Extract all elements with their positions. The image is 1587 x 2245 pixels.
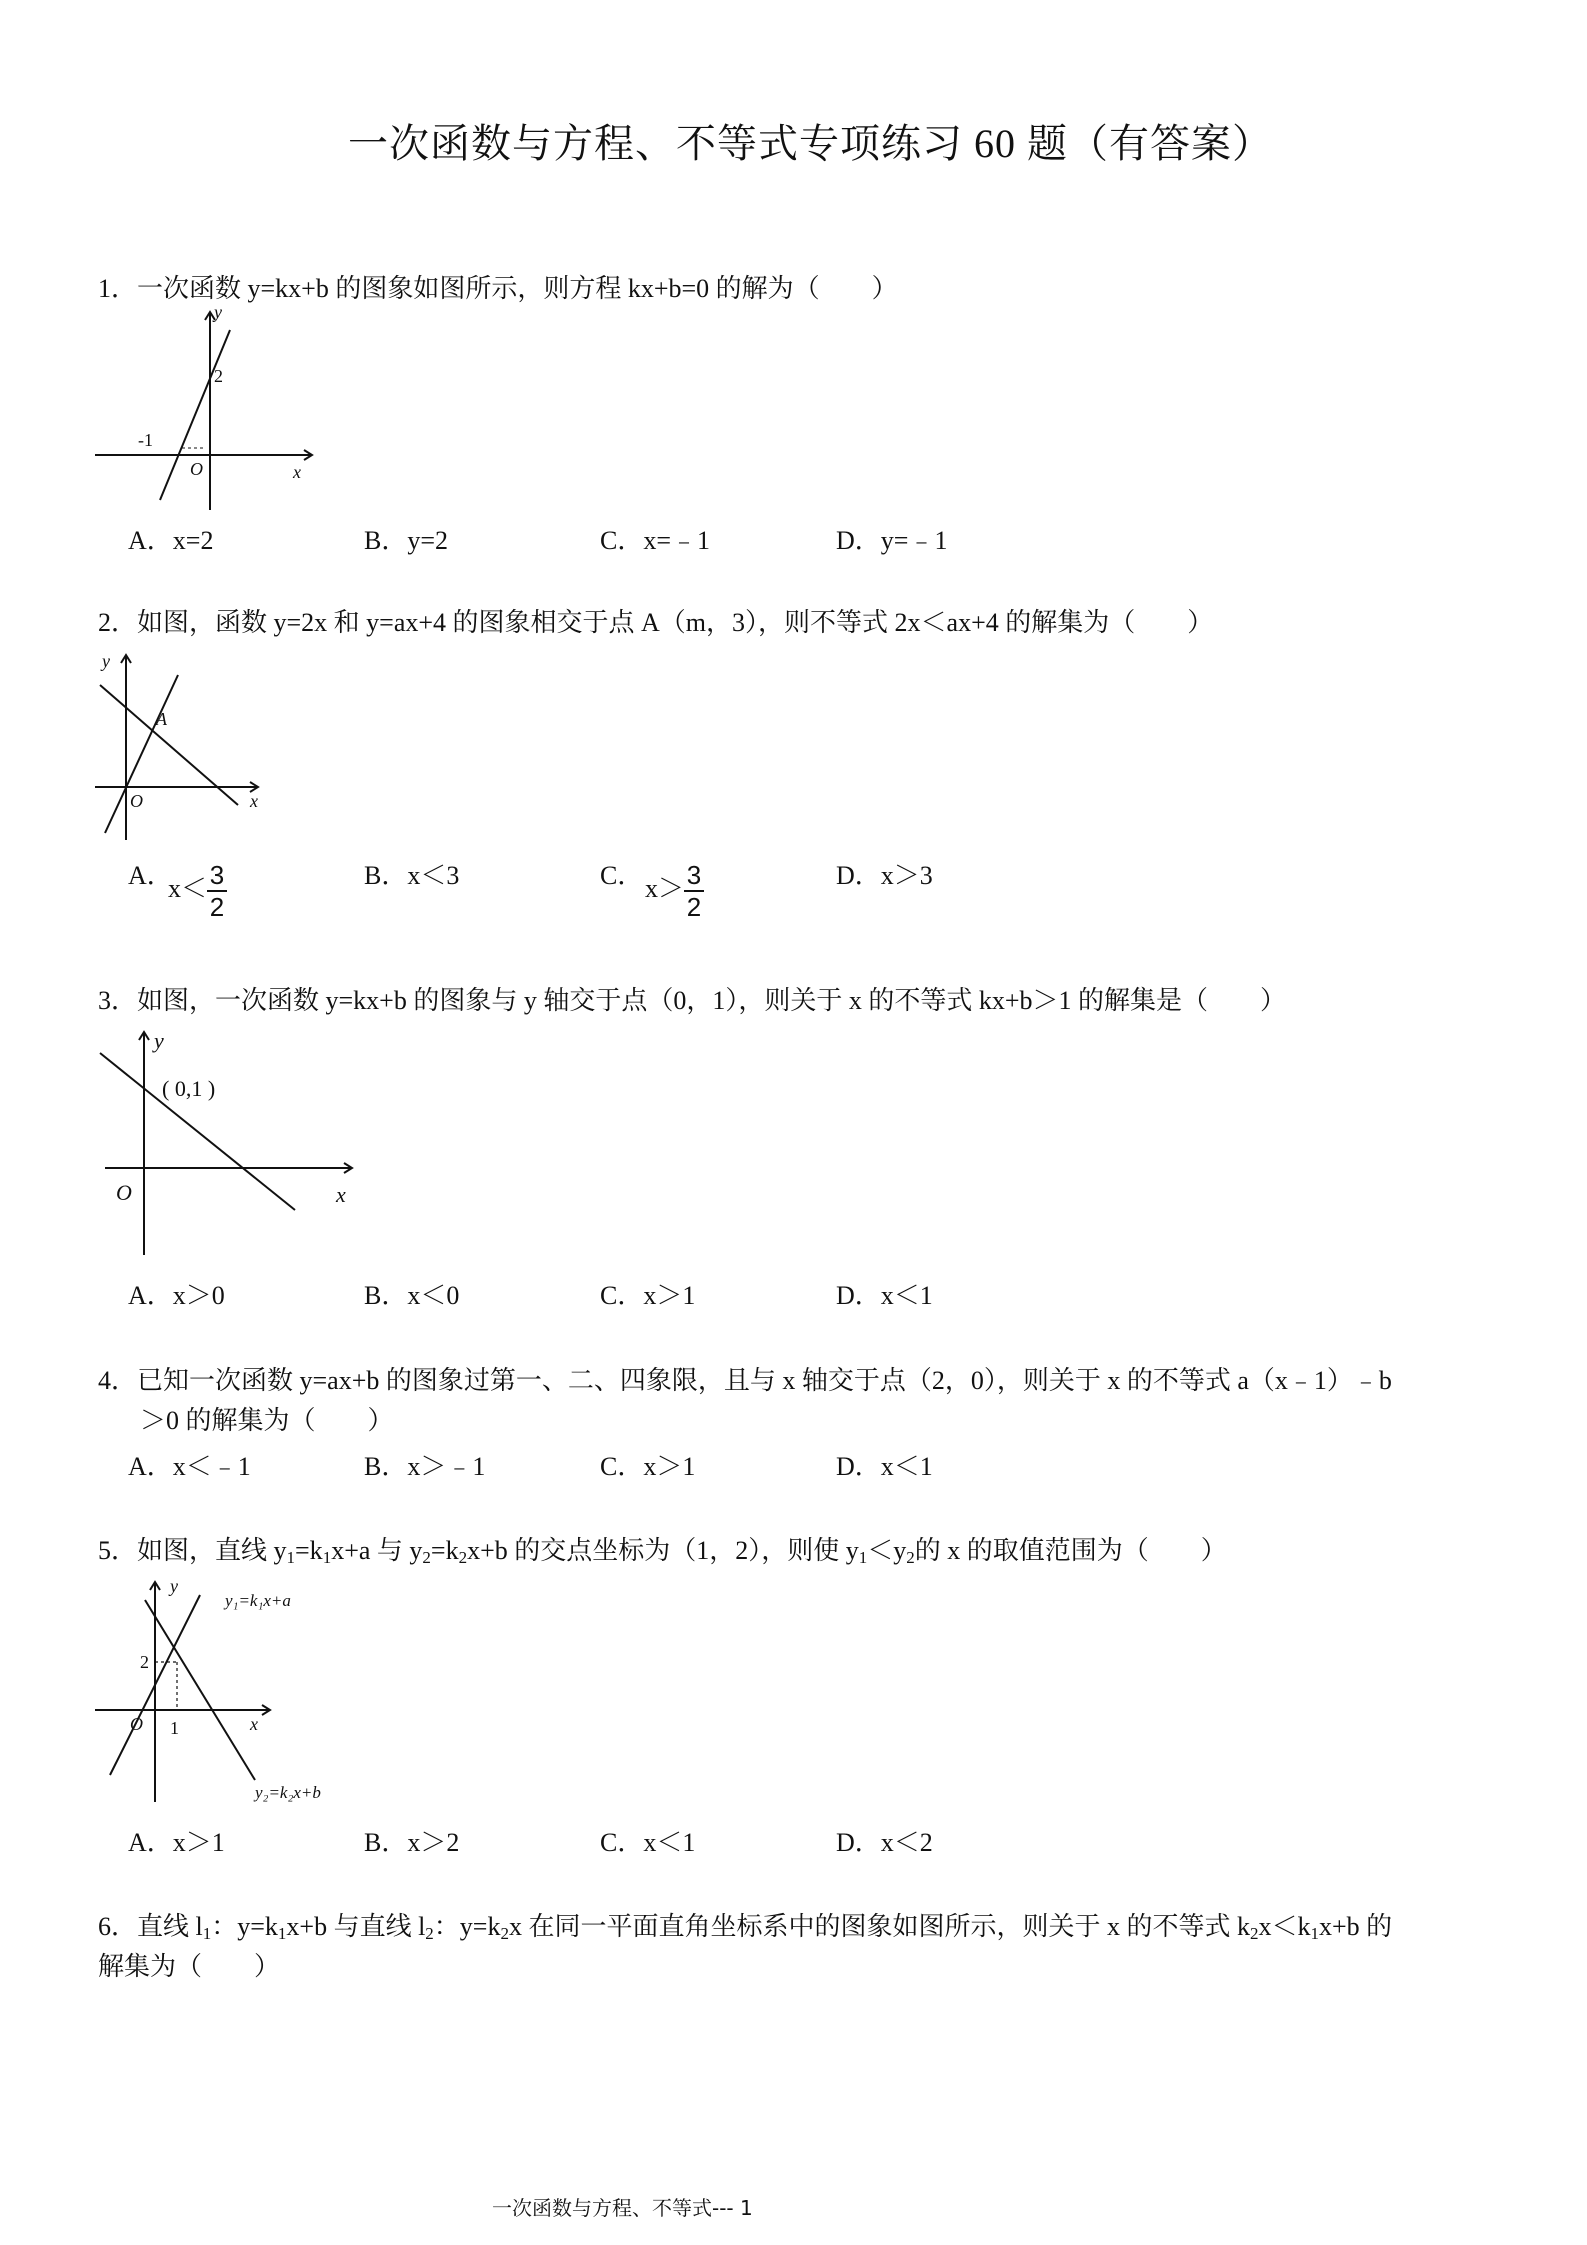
subscript: 1 xyxy=(322,1548,332,1567)
text-part: x+b 与直线 l xyxy=(286,1912,426,1941)
question-5-text xyxy=(98,1530,1227,1568)
denominator: 2 xyxy=(686,892,702,922)
q1-option-a: A．x=2 xyxy=(128,526,214,555)
y-axis-label: y xyxy=(154,1028,164,1053)
text-part: ＜y xyxy=(867,1536,907,1565)
y-intercept-label: 2 xyxy=(214,366,223,386)
x-axis-label: x xyxy=(250,1714,258,1734)
text-part: =k xyxy=(295,1536,323,1565)
y-axis-label: y xyxy=(170,1576,178,1596)
point-label: ( 0,1 ) xyxy=(162,1076,216,1101)
question-3-graph xyxy=(90,1020,370,1260)
fraction-three-halves xyxy=(207,862,227,920)
text-part: x+a 与 y xyxy=(331,1536,423,1565)
text-part: 5．如图，直线 y xyxy=(98,1536,287,1565)
y-axis-label: y xyxy=(102,651,110,671)
x-axis-label: x xyxy=(293,462,301,482)
q2-option-a-prefix: x＜ xyxy=(168,873,208,903)
q2-option-a-label: A． xyxy=(128,861,173,890)
subscript: 1 xyxy=(202,1924,212,1943)
line-y2 xyxy=(145,1600,255,1780)
q5-option-b: B．x＞2 xyxy=(364,1828,460,1857)
q3-option-b: B．x＜0 xyxy=(364,1281,460,1310)
q3-option-c: C．x＞1 xyxy=(600,1281,696,1310)
origin-label: O xyxy=(130,791,143,811)
question-3-text: 3．如图，一次函数 y=kx+b 的图象与 y 轴交于点（0，1），则关于 x 的不等式 kx+b＞1 的解集是（ ） xyxy=(98,986,1286,1015)
q3-option-d: D．x＜1 xyxy=(836,1281,933,1310)
page-footer: 一次函数与方程、不等式--- 1 xyxy=(492,2196,753,2220)
q4-option-b: B．x＞﹣1 xyxy=(364,1452,486,1481)
subscript: 2 xyxy=(425,1924,434,1943)
q2-option-d: D．x＞3 xyxy=(836,861,933,890)
x-intercept-label: -1 xyxy=(138,430,153,450)
q2-option-a-expr xyxy=(168,862,227,920)
x-axis-label: x xyxy=(336,1182,346,1207)
subscript: 1 xyxy=(286,1548,296,1567)
question-1-graph xyxy=(90,300,330,515)
q2-option-c-label: C． xyxy=(600,861,644,890)
subscript: 2 xyxy=(906,1548,915,1567)
question-2-text: 2．如图，函数 y=2x 和 y=ax+4 的图象相交于点 A（m，3），则不等式 2x＜ax+4 的解集为（ ） xyxy=(98,608,1214,637)
question-4-line-1: 4．已知一次函数 y=ax+b 的图象过第一、二、四象限，且与 x 轴交于点（2，0），则关于 x 的不等式 a（x﹣1）﹣b xyxy=(98,1366,1392,1395)
text-part: x＜k xyxy=(1258,1912,1311,1941)
q4-option-d: D．x＜1 xyxy=(836,1452,933,1481)
subscript: 1 xyxy=(277,1924,287,1943)
text-part: ：y=k xyxy=(211,1912,278,1941)
text-part: ：y=k xyxy=(433,1912,501,1941)
text-part: x+b 的 xyxy=(1319,1912,1393,1941)
question-4-line-2: ＞0 的解集为（ ） xyxy=(140,1406,394,1435)
subscript: 1 xyxy=(858,1548,868,1567)
origin-label: O xyxy=(190,459,203,479)
q1-option-c: C．x=﹣1 xyxy=(600,526,711,555)
question-6-line-1 xyxy=(98,1906,1392,1944)
q2-option-c-prefix: x＞ xyxy=(645,873,685,903)
q4-option-c: C．x＞1 xyxy=(600,1452,696,1481)
fraction-three-halves xyxy=(684,862,704,920)
question-1-text: 1．一次函数 y=kx+b 的图象如图所示，则方程 kx+b=0 的解为（ ） xyxy=(98,274,898,303)
question-6-line-2: 解集为（ ） xyxy=(98,1952,281,1981)
y-value-label: 2 xyxy=(140,1652,149,1672)
q4-option-a: A．x＜﹣1 xyxy=(128,1452,251,1481)
q5-option-d: D．x＜2 xyxy=(836,1828,933,1857)
numerator: 3 xyxy=(209,860,225,890)
q3-option-a: A．x＞0 xyxy=(128,1281,225,1310)
text-part: 的 x 的取值范围为（ ） xyxy=(914,1536,1227,1565)
origin-label: O xyxy=(130,1714,143,1734)
subscript: 2 xyxy=(1249,1924,1259,1943)
subscript: 2 xyxy=(422,1548,431,1567)
q2-option-c-expr xyxy=(645,862,704,920)
q5-option-a: A．x＞1 xyxy=(128,1828,225,1857)
denominator: 2 xyxy=(209,892,225,922)
origin-label: O xyxy=(116,1180,132,1205)
subscript: 2 xyxy=(500,1924,509,1943)
x-axis-label: x xyxy=(250,791,258,811)
line-y1-label: y₁=k₁x+a xyxy=(225,1591,291,1610)
question-2-graph xyxy=(90,645,270,845)
subscript: 1 xyxy=(1310,1924,1319,1943)
page-title: 一次函数与方程、不等式专项练习 60 题（有答案） xyxy=(348,121,1273,166)
text-part: x 在同一平面直角坐标系中的图象如图所示，则关于 x 的不等式 k xyxy=(508,1912,1250,1941)
text-part: x+b 的交点坐标为（1，2），则使 y xyxy=(467,1536,859,1565)
q1-option-b: B．y=2 xyxy=(364,526,449,555)
question-5-graph xyxy=(90,1570,370,1810)
subscript: 2 xyxy=(458,1548,468,1567)
q2-option-b: B．x＜3 xyxy=(364,861,460,890)
numerator: 3 xyxy=(686,860,702,890)
q1-option-d: D．y=﹣1 xyxy=(836,526,948,555)
q5-option-c: C．x＜1 xyxy=(600,1828,696,1857)
x-value-label: 1 xyxy=(170,1718,179,1738)
line-y2-label: y₂=k₂x+b xyxy=(255,1783,321,1802)
text-part: 6．直线 l xyxy=(98,1912,203,1941)
y-axis-label: y xyxy=(214,302,222,322)
text-part: =k xyxy=(430,1536,459,1565)
point-a-label: A xyxy=(156,709,167,729)
